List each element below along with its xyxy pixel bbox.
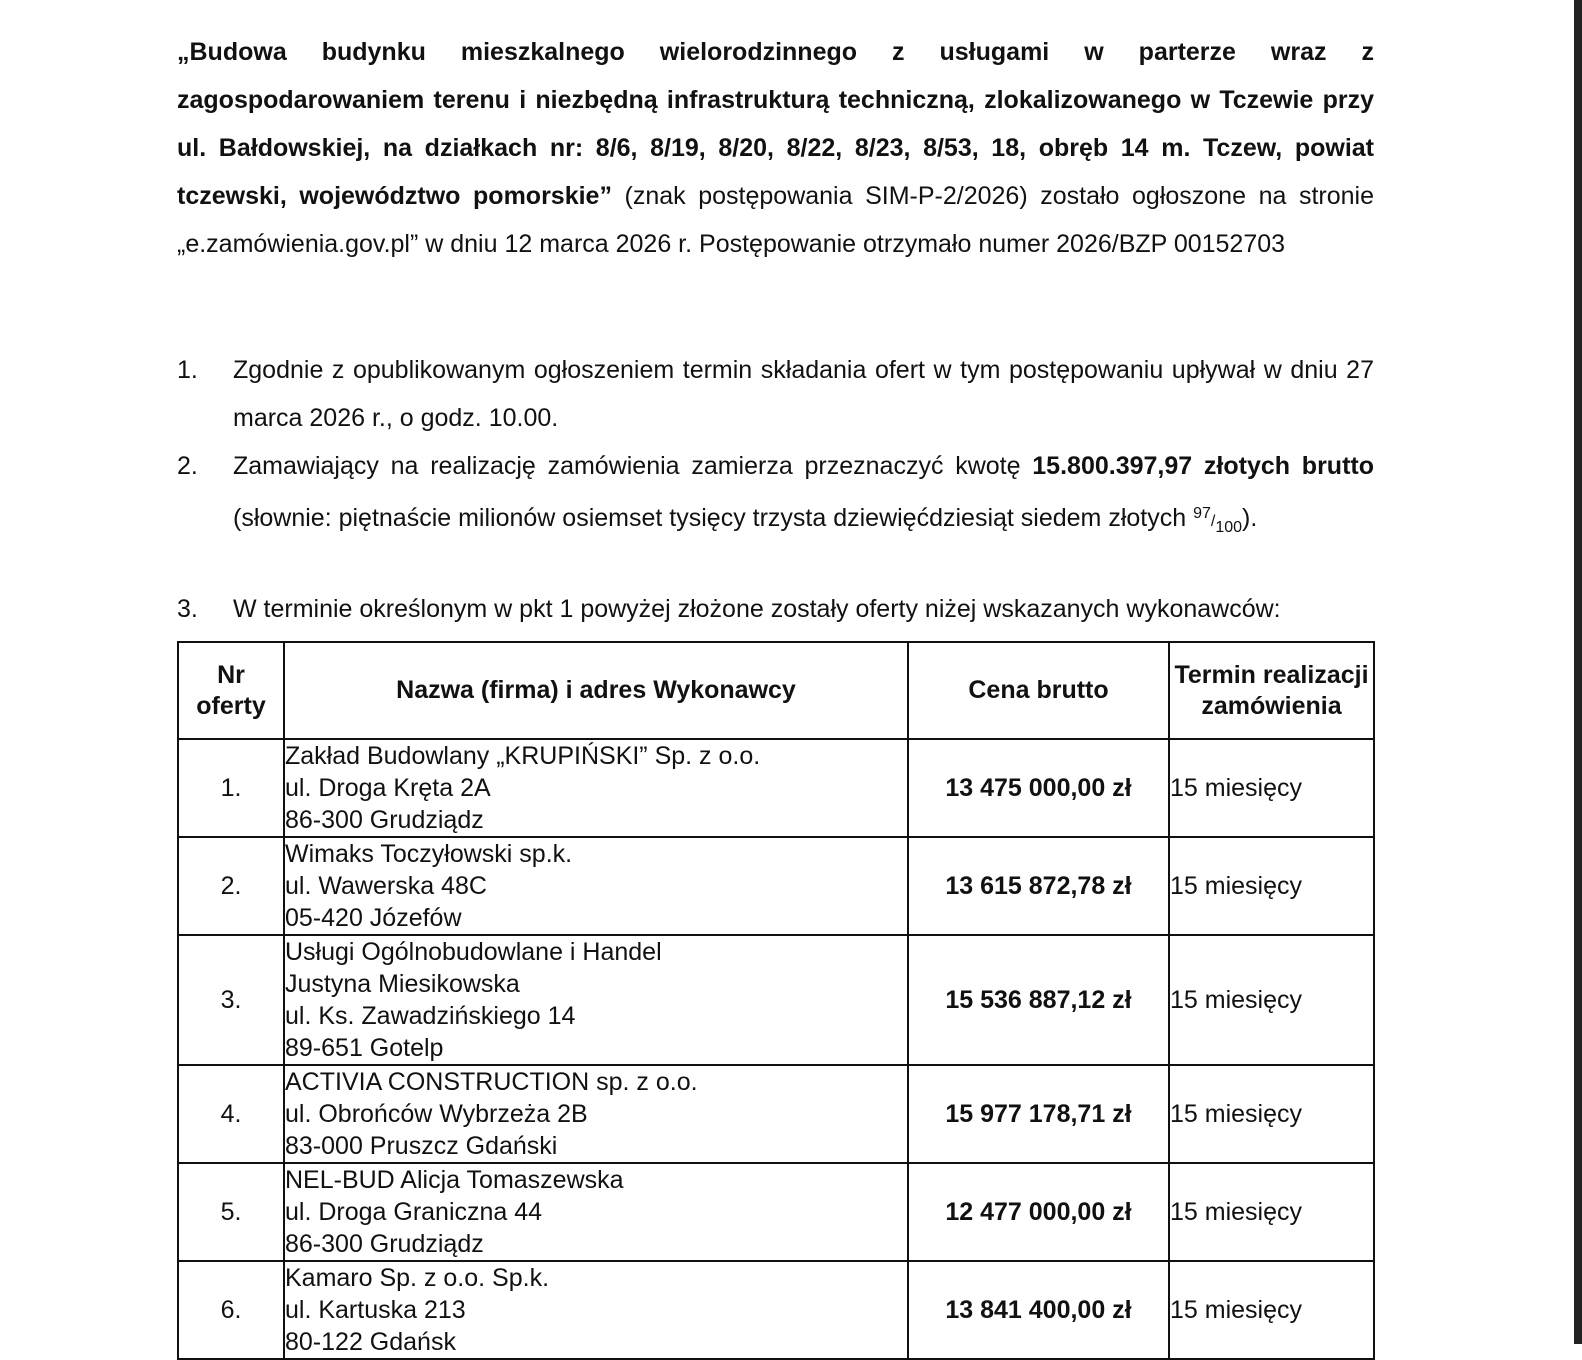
vertical-scrollbar[interactable] (1574, 0, 1582, 1344)
completion-term: 15 miesięcy (1169, 1163, 1374, 1261)
header-price: Cena brutto (908, 642, 1169, 739)
offer-number: 6. (178, 1261, 284, 1359)
list-number: 1. (177, 356, 198, 384)
offer-number: 2. (178, 837, 284, 935)
budget-amount: 15.800.397,97 złotych brutto (1032, 452, 1374, 480)
budget-in-words: (słownie: piętnaście milionów osiemset tysięcy trzysta dziewięćdziesiąt siedem złotych (233, 504, 1194, 532)
contractor-name-address: Zakład Budowlany „KRUPIŃSKI” Sp. z o.o. ul. Droga Kręta 2A 86-300 Grudziądz (284, 739, 908, 837)
table-header-row (178, 642, 1374, 739)
completion-term: 15 miesięcy (1169, 1065, 1374, 1163)
completion-term: 15 miesięcy (1169, 739, 1374, 837)
list-number: 3. (177, 595, 198, 623)
contractor-name-address: Kamaro Sp. z o.o. Sp.k. ul. Kartuska 213 80-122 Gdańsk (284, 1261, 908, 1359)
procurement-title: „Budowa budynku mieszkalnego wielorodzinnego z usługami w parterze wraz z zagospodarowaniem terenu i niezbędną infrastrukturą techniczną, zlokalizowanego w Tczewie przy ul. Bałdowskiej, na działkach nr: 8/6, 8/19, 8/20, 8/22, 8/23, 8/53, 18, obręb 14 m. Tczew, powiat tczewski, województwo pomorskie” (177, 38, 1374, 210)
table-row (178, 935, 1374, 1065)
table-row (178, 739, 1374, 837)
gross-price: 12 477 000,00 zł (908, 1163, 1169, 1261)
contractor-name-address: ACTIVIA CONSTRUCTION sp. z o.o. ul. Obrońców Wybrzeża 2B 83-000 Pruszcz Gdański (284, 1065, 908, 1163)
gross-price: 13 841 400,00 zł (908, 1261, 1169, 1359)
table-row (178, 837, 1374, 935)
completion-term: 15 miesięcy (1169, 935, 1374, 1065)
contractor-name-address: Usługi Ogólnobudowlane i Handel Justyna Miesikowska ul. Ks. Zawadzińskiego 14 89-651 Gotelp (284, 935, 908, 1065)
offers-table (177, 641, 1375, 1360)
contractor-name-address: Wimaks Toczyłowski sp.k. ul. Wawerska 48C 05-420 Józefów (284, 837, 908, 935)
offer-number: 5. (178, 1163, 284, 1261)
table-row (178, 1163, 1374, 1261)
gross-price: 13 615 872,78 zł (908, 837, 1169, 935)
header-term: Termin realizacji zamówienia (1169, 642, 1374, 739)
table-row (178, 1065, 1374, 1163)
table-row (178, 1261, 1374, 1359)
list-text: Zamawiający na realizację zamówienia zamierza przeznaczyć kwotę 15.800.397,97 złotych brutto (słownie: piętnaście milionów osiemset tysięcy trzysta dziewięćdziesiąt siedem złotych $^{97}/_{100}$). (233, 452, 1374, 536)
completion-term: 15 miesięcy (1169, 1261, 1374, 1359)
gross-price: 13 475 000,00 zł (908, 739, 1169, 837)
header-nr: Nr oferty (178, 642, 284, 739)
list-text: Zgodnie z opublikowanym ogłoszeniem termin składania ofert w tym postępowaniu upływał w dniu 27 marca 2026 r., o godz. 10.00. (233, 356, 1374, 432)
intro-paragraph (177, 28, 1374, 268)
budget-text-before: Zamawiający na realizację zamówienia zamierza przeznaczyć kwotę (233, 452, 1033, 480)
contractor-name-address: NEL-BUD Alicja Tomaszewska ul. Droga Graniczna 44 86-300 Grudziądz (284, 1163, 908, 1261)
offer-number: 4. (178, 1065, 284, 1163)
offer-number: 1. (178, 739, 284, 837)
list-text: W terminie określonym w pkt 1 powyżej złożone zostały oferty niżej wskazanych wykonawców: (233, 595, 1281, 623)
intro-rest: (znak postępowania SIM-P-2/2026) zostało ogłoszone na stronie „e.zamówienia.gov.pl” w dniu 12 marca 2026 r. Postępowanie otrzymało numer 2026/BZP 00152703 (177, 182, 1374, 258)
gross-price: 15 536 887,12 zł (908, 935, 1169, 1065)
offer-number: 3. (178, 935, 284, 1065)
completion-term: 15 miesięcy (1169, 837, 1374, 935)
gross-price: 15 977 178,71 zł (908, 1065, 1169, 1163)
budget-fraction: $^{97}/_{100}$ (1193, 505, 1243, 536)
list-number: 2. (177, 452, 198, 480)
header-name: Nazwa (firma) i adres Wykonawcy (284, 642, 908, 739)
